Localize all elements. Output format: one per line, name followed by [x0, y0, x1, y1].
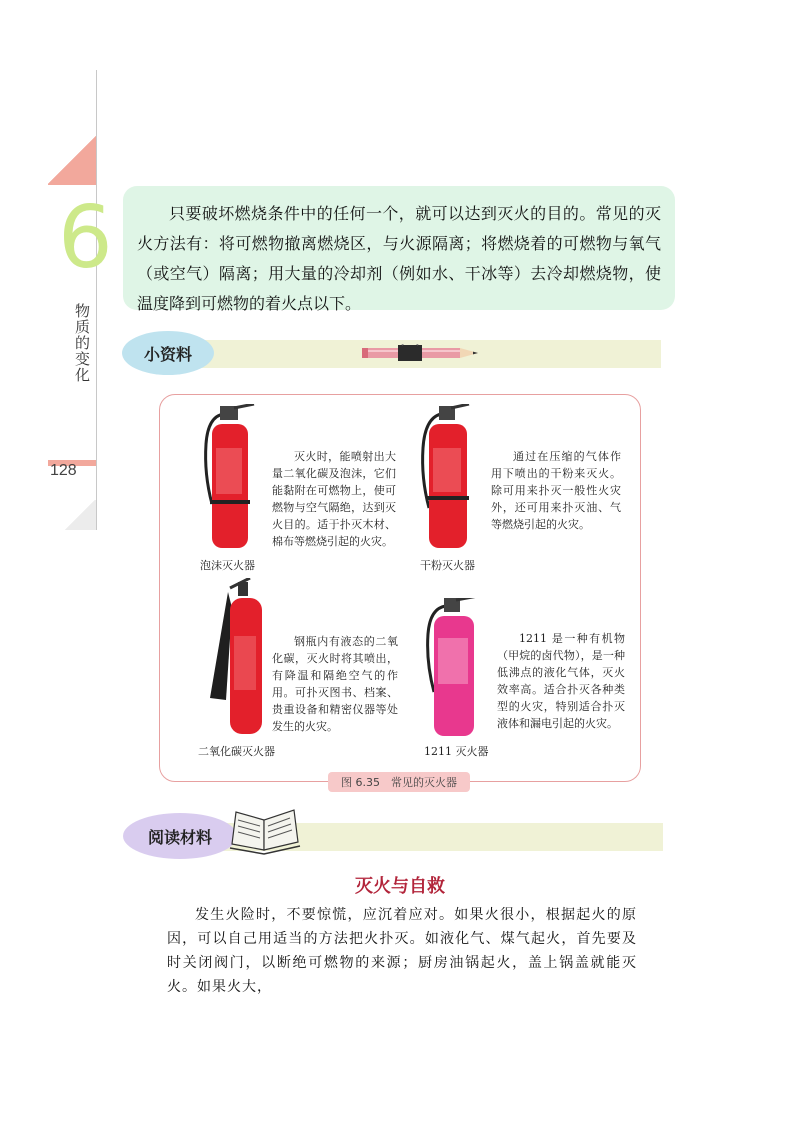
fire-extinguisher-icon — [420, 598, 488, 738]
extinguisher-label: 泡沫灭火器 — [200, 559, 255, 572]
page-number: 128 — [50, 462, 77, 479]
extinguisher-label: 干粉灭火器 — [420, 559, 475, 572]
extinguisher-description: 灭火时，能喷射出大量二氧化碳及泡沫，它们能黏附在可燃物上，使可燃物与空气隔绝，达到灭火目的。适于扑灭木材、棉布等燃烧引起的火灾。 — [272, 450, 396, 548]
extinguisher-description: 钢瓶内有液态的二氧化碳，灭火时将其喷出，有降温和隔绝空气的作用。可扑灭图书、档案、贵重设备和精密仪器等处发生的火灾。 — [272, 635, 398, 733]
pencil-clip-icon — [362, 344, 484, 362]
fire-extinguisher-icon — [417, 404, 483, 552]
chapter-corner-accent — [48, 135, 96, 185]
page-corner-fold — [48, 500, 96, 530]
fire-extinguisher-icon — [198, 404, 266, 552]
chapter-number: 6 — [58, 188, 113, 288]
chapter-title: 物质的变化 — [73, 303, 91, 383]
extinguisher-description: 通过在压缩的气体作用下喷出的干粉来灭火。除可用来扑灭一般性火灾外，还可用来扑灭油、气等燃烧引起的火灾。 — [491, 450, 621, 531]
intro-paragraph: 只要破坏燃烧条件中的任何一个，就可以达到灭火的目的。常见的灭火方法有：将可燃物撤离燃烧区，与火源隔离；将燃烧着的可燃物与氧气（或空气）隔离；用大量的冷却剂（例如水、干冰等）去冷却燃烧物，使温度降到可燃物的着火点以下。 — [137, 204, 661, 313]
info-section-label: 小资料 — [122, 331, 214, 375]
extinguisher-label: 1211 灭火器 — [424, 745, 489, 758]
open-book-icon — [228, 806, 304, 856]
extinguisher-label: 二氧化碳灭火器 — [198, 745, 275, 758]
figure-caption: 图 6.35 常见的灭火器 — [328, 772, 470, 792]
extinguisher-description: 1211 是一种有机物（甲烷的卤代物），是一种低沸点的液化气体，灭火效率高。适合扑灭各种类型的火灾，特别适合扑灭液体和漏电引起的火灾。 — [497, 632, 625, 730]
reading-paragraph: 发生火险时，不要惊慌，应沉着应对。如果火很小，根据起火的原因，可以自己用适当的方法把火扑灭。如液化气、煤气起火，首先要及时关闭阀门，以断绝可燃物的来源；厨房油锅起火，盖上锅盖就能灭火。如果火大， — [167, 907, 637, 995]
fire-extinguisher-icon — [200, 578, 272, 738]
reading-title: 灭火与自救 — [355, 876, 445, 897]
chapter-margin-line — [96, 70, 97, 530]
reading-section-label: 阅读材料 — [123, 813, 237, 859]
